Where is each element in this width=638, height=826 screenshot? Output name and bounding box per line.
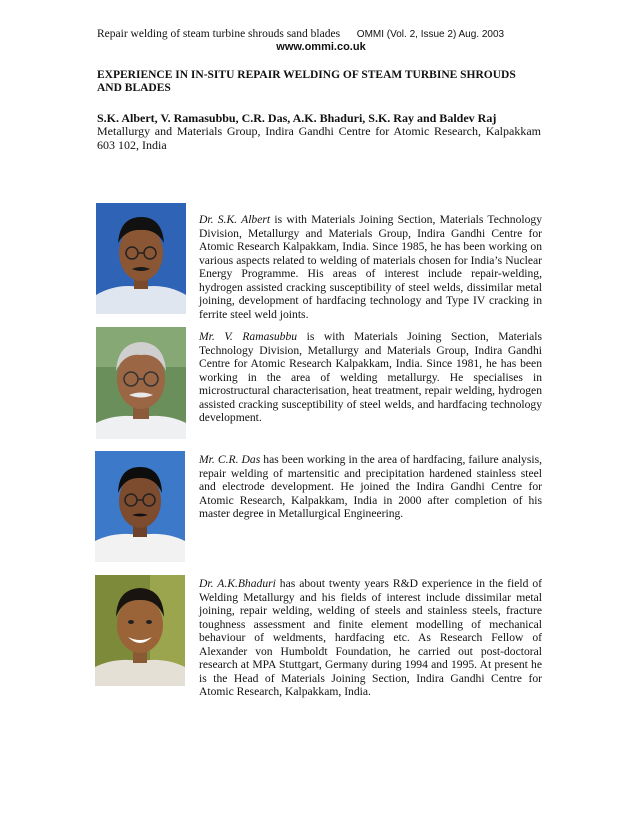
bio-text: is with Materials Joining Section, Materials Technology Division, Metallurgy and Materials Group, Indira Gandhi Centre for Atomic Research Kalpakkam, India. Since 1985, he has been working on various aspects related to welding of materials chosen for India’s Nuclear Energy Programme. His areas of interest include repair-welding, hydrogen assisted cracking susceptibility of steel welds, dissimilar metal joining, development of hardfacing technology and Type IV cracking in ferrite steel weld joints. [199,213,542,321]
journal-url: www.ommi.co.uk [276,41,366,53]
bio-ramasubbu [199,330,542,425]
author-photo-albert [96,203,186,314]
author-photo-das [95,451,185,562]
author-list: S.K. Albert, V. Ramasubbu, C.R. Das, A.K. Bhaduri, S.K. Ray and Baldev Raj [97,111,497,125]
author-photo-bhaduri [95,575,185,686]
author-photo-ramasubbu [96,327,186,439]
bio-bhaduri [199,577,542,699]
page-header [97,28,557,53]
bio-albert [199,213,542,321]
bio-name: Dr. A.K.Bhaduri [199,577,276,590]
bio-text: is with Materials Joining Section, Materials Technology Division, Metallurgy and Materials Group, Indira Gandhi Centre for Atomic Research Kalpakkam, India. Since 1981, he has been working in the area of welding metallurgy. He specialises in microstructural characterisation, heat treatment, repair welding, hydrogen assisted cracking susceptibility of steel welds, and hardfacing technology development. [199,330,542,424]
article-title: EXPERIENCE IN IN-SITU REPAIR WELDING OF STEAM TURBINE SHROUDS AND BLADES [97,69,516,94]
running-title: Repair welding of steam turbine shrouds sand blades [97,28,341,40]
bio-text: has been working in the area of hardfacing, failure analysis, repair welding of martensitic and precipitation hardened stainless steel and electrode development. He joined the Indira Gandhi Centre for Atomic Research, Kalpakkam, India in 2000 after completion of his master degree in Metallurgical Engineering. [199,453,542,520]
affiliation: Metallurgy and Materials Group, Indira Gandhi Centre for Atomic Research, Kalpakkam 603 102, India [97,124,541,152]
bio-name: Mr. V. Ramasubbu [199,330,298,343]
journal-citation: OMMI (Vol. 2, Issue 2) Aug. 2003 [356,29,505,40]
bio-text: has about twenty years R&D experience in the field of Welding Metallurgy and his fields of interest include dissimilar metal joining, repair welding, welding of steels and stainless steels, fracture toughness assessment and finite element modelling of mechanical behaviour of weldments, hardfacing etc. As Research Fellow of Alexander von Humboldt Foundation, he carried out post-doctoral research at MPA Stuttgart, Germany during 1994 and 1995. At present he is the Head of Materials Joining Section, Indira Gandhi Centre for Atomic Research, Kalpakkam, India. [199,577,542,698]
bio-name: Dr. S.K. Albert [199,213,271,226]
bio-das [199,453,542,521]
bio-name: Mr. C.R. Das [199,453,261,466]
